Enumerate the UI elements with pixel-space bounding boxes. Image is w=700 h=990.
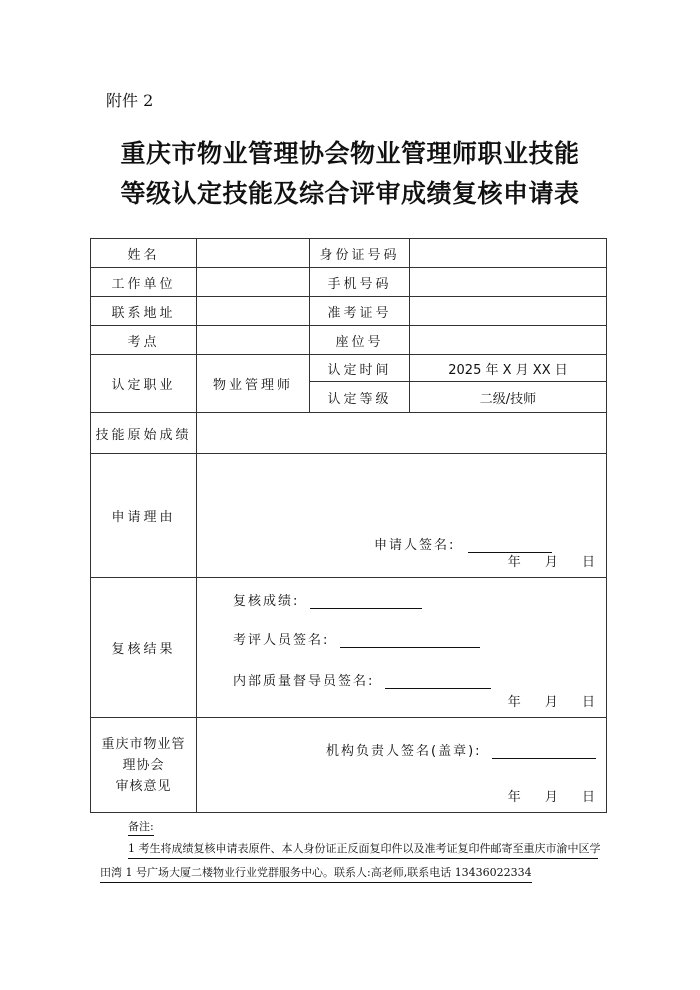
supervisor-signature-row	[233, 670, 491, 689]
employer-label: 工作单位	[91, 268, 197, 297]
phone-field[interactable]	[410, 268, 607, 297]
occupation-value: 物业管理师	[197, 355, 310, 413]
note-line-2: 田湾 1 号广场大厦二楼物业行业党群服务中心。联系人:高老师,联系电话 13436022334	[100, 864, 532, 883]
attachment-label: 附件 2	[106, 91, 154, 110]
admission-number-field[interactable]	[410, 297, 607, 326]
certification-time-label: 认定时间	[310, 355, 410, 382]
review-score-line[interactable]	[310, 594, 422, 609]
certification-level-value: 二级/技师	[410, 382, 607, 413]
supervisor-signature-line[interactable]	[385, 674, 491, 689]
certification-level-label: 认定等级	[310, 382, 410, 413]
org-signature-line[interactable]	[492, 744, 596, 759]
notes-title: 备注:	[128, 818, 154, 836]
association-label-line-3: 审核意见	[115, 778, 172, 794]
examiner-signature-row	[233, 629, 480, 648]
org-signature-label: 机构负责人签名(盖章):	[326, 744, 482, 759]
association-opinion-field	[197, 718, 607, 813]
certification-time-value: 2025 年 X 月 XX 日	[410, 355, 607, 382]
review-score-label: 复核成绩:	[233, 594, 300, 609]
examiner-signature-line[interactable]	[340, 633, 480, 648]
reason-label: 申请理由	[91, 454, 197, 578]
employer-field[interactable]	[197, 268, 310, 297]
id-number-label: 身份证号码	[310, 239, 410, 268]
exam-site-label: 考点	[91, 326, 197, 355]
association-label-line-2: 理协会	[122, 757, 165, 773]
form-title-line-2: 等级认定技能及综合评审成绩复核申请表	[120, 179, 580, 208]
address-label: 联系地址	[91, 297, 197, 326]
note-line-1: 1 考生将成绩复核申请表原件、本人身份证正反面复印件以及准考证复印件邮寄至重庆市渝中区学	[128, 840, 598, 859]
address-field[interactable]	[197, 297, 310, 326]
seat-number-field[interactable]	[410, 326, 607, 355]
phone-label: 手机号码	[310, 268, 410, 297]
reason-field[interactable]	[197, 454, 607, 578]
id-number-field[interactable]	[410, 239, 607, 268]
supervisor-signature-label: 内部质量督导员签名:	[233, 674, 375, 689]
original-score-label: 技能原始成绩	[91, 413, 197, 454]
review-application-form	[90, 238, 607, 813]
name-label: 姓名	[91, 239, 197, 268]
review-score-row	[233, 590, 422, 609]
admission-number-label: 准考证号	[310, 297, 410, 326]
examiner-signature-label: 考评人员签名:	[233, 633, 330, 648]
original-score-field[interactable]	[197, 413, 607, 454]
association-date: 年 月 日	[507, 790, 596, 805]
review-date: 年 月 日	[507, 695, 596, 710]
occupation-label: 认定职业	[91, 355, 197, 413]
form-title-line-1: 重庆市物业管理协会物业管理师职业技能	[120, 139, 580, 168]
review-result-label: 复核结果	[91, 578, 197, 718]
association-label-line-1: 重庆市物业管	[101, 736, 186, 752]
exam-site-field[interactable]	[197, 326, 310, 355]
applicant-signature-label: 申请人签名:	[374, 538, 456, 553]
reason-date: 年 月 日	[507, 555, 596, 570]
review-result-field	[197, 578, 607, 718]
association-opinion-label	[91, 718, 197, 813]
seat-number-label: 座位号	[310, 326, 410, 355]
name-field[interactable]	[197, 239, 310, 268]
org-signature-row	[326, 740, 596, 759]
